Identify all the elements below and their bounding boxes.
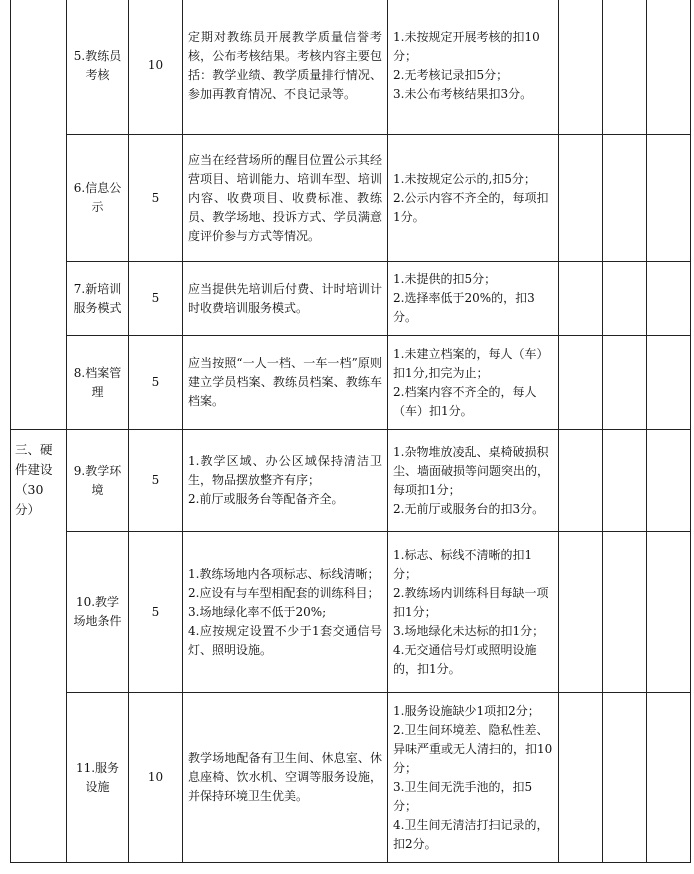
requirement-cell xyxy=(183,430,388,532)
blank-cell xyxy=(647,693,691,863)
deduction-line: 1.未提供的扣5分； xyxy=(393,272,497,286)
requirement-line: 3.场地绿化率不低于20%; xyxy=(188,604,327,619)
deduction-cell xyxy=(388,336,559,430)
score-cell: 5 xyxy=(129,430,183,532)
blank-cell xyxy=(559,336,603,430)
deduction-line: 2.档案内容不齐全的，每人（车）扣1分。 xyxy=(393,384,537,418)
evaluation-table xyxy=(10,0,691,863)
score-cell: 5 xyxy=(129,532,183,693)
blank-cell xyxy=(647,336,691,430)
category-cell-continued xyxy=(11,0,67,430)
item-cell: 9.教学环境 xyxy=(67,430,129,532)
requirement-line: 2.前厅或服务台等配备齐全。 xyxy=(188,492,344,506)
score-cell: 5 xyxy=(129,262,183,336)
blank-cell xyxy=(647,532,691,693)
deduction-cell xyxy=(388,430,559,532)
requirement-line: 1.教学区域、办公区域保持清洁卫生，物品摆放整齐有序； xyxy=(188,454,382,487)
deduction-line: 1.杂物堆放凌乱、桌椅破损积尘、墙面破损等问题突出的，每项扣1分； xyxy=(393,444,550,497)
requirement-cell: 应当提供先培训后付费、计时培训计时收费培训服务模式。 xyxy=(183,262,388,336)
table-row xyxy=(11,0,691,135)
table-row xyxy=(11,135,691,262)
blank-cell xyxy=(603,336,647,430)
item-cell: 6.信息公示 xyxy=(67,135,129,262)
deduction-line: 1.未建立档案的，每人（车）扣1分,扣完为止； xyxy=(393,346,549,380)
table-row xyxy=(11,693,691,863)
deduction-line: 1.标志、标线不清晰的扣1分； xyxy=(393,547,533,581)
blank-cell xyxy=(647,0,691,135)
blank-cell xyxy=(559,135,603,262)
deduction-line: 4.卫生间无清洁打扫记录的，扣2分。 xyxy=(393,817,549,851)
blank-cell xyxy=(647,262,691,336)
deduction-line: 2.公示内容不齐全的，每项扣1分。 xyxy=(393,190,549,224)
deduction-line: 1.未按规定开展考核的扣10分； xyxy=(393,29,540,63)
deduction-line: 2.无前厅或服务台的扣3分。 xyxy=(393,501,545,516)
deduction-cell xyxy=(388,0,559,135)
blank-cell xyxy=(603,693,647,863)
blank-cell xyxy=(603,262,647,336)
blank-cell xyxy=(559,532,603,693)
blank-cell xyxy=(603,0,647,135)
item-cell: 8.档案管理 xyxy=(67,336,129,430)
blank-cell xyxy=(647,430,691,532)
deduction-cell xyxy=(388,532,559,693)
deduction-line: 2.选择率低于20%的，扣3分。 xyxy=(393,291,535,324)
deduction-line: 3.未公布考核结果扣3分。 xyxy=(393,86,533,101)
requirement-line: 4.应按规定设置不少于1套交通信号灯、照明设施。 xyxy=(188,623,382,657)
table-row xyxy=(11,262,691,336)
requirement-cell: 教学场地配备有卫生间、休息室、休息座椅、饮水机、空调等服务设施，并保持环境卫生优美。 xyxy=(183,693,388,863)
blank-cell xyxy=(559,0,603,135)
item-cell: 7.新培训服务模式 xyxy=(67,262,129,336)
requirement-cell: 应当在经营场所的醒目位置公示其经营项目、培训能力、培训车型、培训内容、收费项目、收费标准、教练员、教学场地、投诉方式、学员满意度评价参与方式等情况。 xyxy=(183,135,388,262)
deduction-line: 1.未按规定公示的,扣5分； xyxy=(393,171,536,186)
score-cell: 5 xyxy=(129,336,183,430)
deduction-line: 2.无考核记录扣5分； xyxy=(393,67,509,82)
score-cell: 10 xyxy=(129,693,183,863)
blank-cell xyxy=(603,532,647,693)
deduction-cell xyxy=(388,693,559,863)
item-cell: 5.教练员考核 xyxy=(67,0,129,135)
table-row xyxy=(11,532,691,693)
deduction-cell xyxy=(388,262,559,336)
deduction-line: 3.场地绿化未达标的扣1分； xyxy=(393,623,545,638)
deduction-line: 2.卫生间环境差、隐私性差、异味严重或无人清扫的，扣10分； xyxy=(393,722,553,775)
requirement-cell: 应当按照“一人一档、一车一档”原则建立学员档案、教练员档案、教练车档案。 xyxy=(183,336,388,430)
deduction-line: 1.服务设施缺少1项扣2分； xyxy=(393,703,540,718)
table-row xyxy=(11,336,691,430)
blank-cell xyxy=(559,262,603,336)
blank-cell xyxy=(603,135,647,262)
item-cell: 11.服务设施 xyxy=(67,693,129,863)
deduction-cell xyxy=(388,135,559,262)
score-cell: 5 xyxy=(129,135,183,262)
requirement-line: 1.教练场地内各项标志、标线清晰； xyxy=(188,566,380,581)
blank-cell xyxy=(559,693,603,863)
requirement-line: 2.应设有与车型相配套的训练科目； xyxy=(188,585,380,600)
deduction-line: 2.教练场内训练科目每缺一项扣1分； xyxy=(393,585,549,619)
category-cell: 三、硬件建设（30分） xyxy=(11,430,67,863)
item-cell: 10.教学场地条件 xyxy=(67,532,129,693)
requirement-cell: 定期对教练员开展教学质量信誉考核，公布考核结果。考核内容主要包括：教学业绩、教学质量排行情况、参加再教育情况、不良记录等。 xyxy=(183,0,388,135)
requirement-cell xyxy=(183,532,388,693)
deduction-line: 3.卫生间无洗手池的，扣5分； xyxy=(393,779,533,813)
blank-cell xyxy=(559,430,603,532)
table-row xyxy=(11,430,691,532)
blank-cell xyxy=(603,430,647,532)
deduction-line: 4.无交通信号灯或照明设施的，扣1分。 xyxy=(393,642,537,676)
score-cell: 10 xyxy=(129,0,183,135)
blank-cell xyxy=(647,135,691,262)
